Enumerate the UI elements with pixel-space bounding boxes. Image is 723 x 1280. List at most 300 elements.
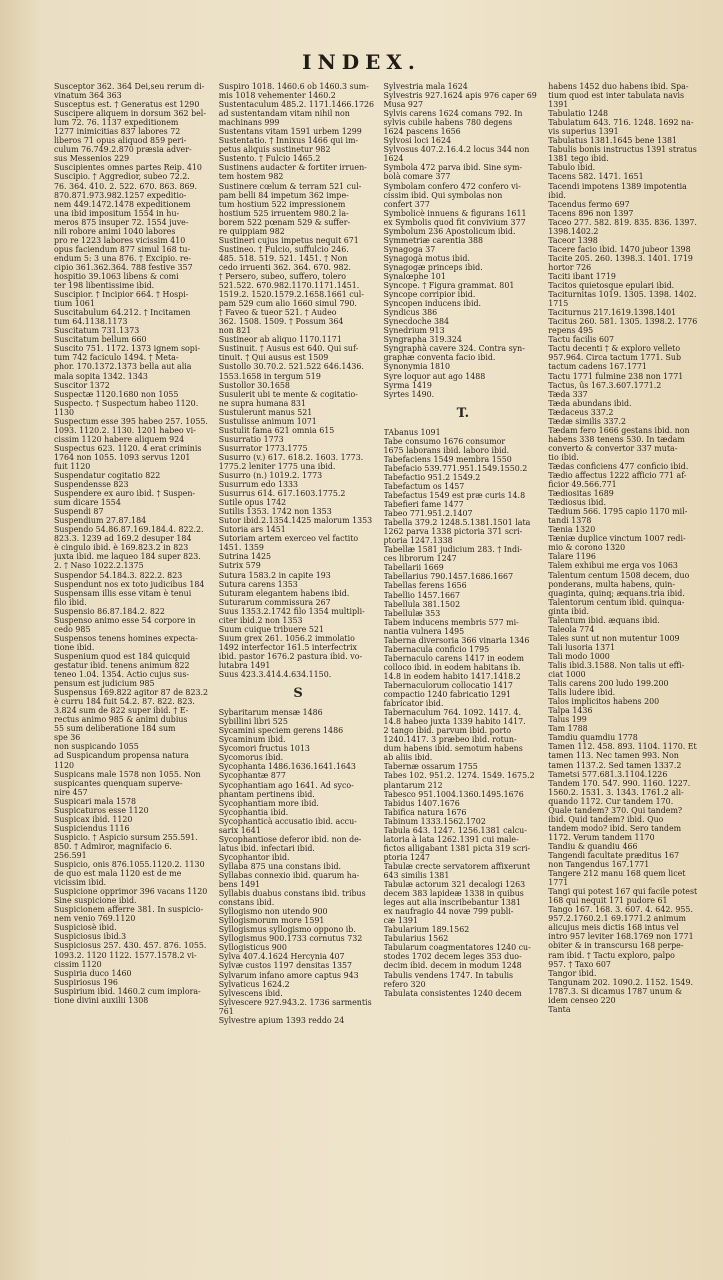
index-entry: cissim ibid. Qui symbolas non bbox=[383, 190, 503, 200]
index-entry: Tangi qui potest 167 qui facile potest bbox=[548, 887, 698, 897]
index-entry: de quo est mala 1120 est de me bbox=[54, 869, 182, 879]
index-entry: Sylvis carens 1624 comans 792. In bbox=[383, 109, 523, 119]
index-entry: Syllogismus 900.1733 cornutus 732 bbox=[218, 934, 363, 944]
index-entry: Tacitus 260. 581. 1305. 1398.2. 1776 bbox=[548, 317, 698, 327]
index-entry: 1624 pascens 1656 bbox=[383, 127, 461, 137]
index-entry: converto & convertor 337 muta- bbox=[548, 443, 678, 453]
index-entry: habens 338 tenens 530. In tædam bbox=[548, 434, 685, 444]
index-entry: Quale tandem? 370. Qui tandem? bbox=[548, 805, 683, 815]
index-entry: Tabefactus 1549 est præ curis 14.8 bbox=[383, 491, 526, 501]
index-entry: Susulerit ubi te mente & cogitatio- bbox=[218, 389, 358, 399]
index-entry: pam 529 cum alio 1660 simul 790. bbox=[218, 299, 357, 309]
index-entry: latus ibid. infectari ibid. bbox=[218, 843, 315, 853]
index-entry: Sycophanta 1486.1636.1641.1643 bbox=[218, 762, 356, 772]
index-entry: Suspensam illis esse vitam è tenui bbox=[54, 588, 192, 598]
index-entry: Symmetriæ carentia 388 bbox=[383, 235, 484, 245]
index-entry: Tactu 1771 fulmine 238 non 1771 bbox=[548, 371, 684, 381]
index-entry: Suspiciosus 257. 430. 457. 876. 1055. bbox=[54, 941, 207, 951]
index-entry: 2. † Naso 1022.2.1375 bbox=[54, 561, 144, 571]
index-entry: Syllabas connexio ibid. quarum ha- bbox=[218, 870, 360, 880]
index-entry: filo ibid. bbox=[54, 597, 87, 607]
index-entry: Tabernæ ossarum 1755 bbox=[383, 762, 478, 772]
index-entry: Sustento. † Fulcio 1465.2 bbox=[218, 154, 321, 164]
index-entry: 1560.2. 1531. 3. 1343. 1761.2 ali- bbox=[548, 787, 684, 797]
index-entry: tandem modo? ibid. Sero tandem bbox=[548, 823, 682, 833]
index-entry: Suscipere aliquem in dorsum 362 bel- bbox=[54, 109, 206, 119]
index-entry: Talis ludere ibid. bbox=[548, 688, 616, 698]
index-entry: Suspectus 623. 1120. 4 erat criminis bbox=[54, 443, 202, 453]
index-entry: Symbolam confero 472 confero vi- bbox=[383, 181, 521, 191]
index-entry: Tabidus 1407.1676 bbox=[383, 798, 460, 808]
index-entry: 1172. Verum tandem 1170 bbox=[548, 832, 655, 842]
index-entry: cissim 1120 habere aliquem 924 bbox=[54, 434, 185, 444]
index-entry: Sustinens audacter & fortiter irruen- bbox=[218, 163, 367, 173]
index-entry: Sycophantia ibid. bbox=[218, 807, 289, 817]
index-entry: ptoria 1247 bbox=[383, 852, 431, 862]
index-entry: Suum cuique tribuere 521 bbox=[218, 624, 324, 634]
index-entry: Sutile opus 1742 bbox=[218, 498, 287, 508]
index-entry: borem 522 pœnam 529 & suffer- bbox=[218, 217, 351, 227]
index-column-2 bbox=[219, 82, 378, 1270]
index-entry: Taciturnitas 1019. 1305. 1398. 1402. bbox=[548, 290, 697, 300]
index-entry: 76. 364. 410. 2. 522. 670. 863. 869. bbox=[54, 181, 198, 191]
index-entry: lum 72. 76. 1137 expeditionem bbox=[54, 118, 179, 128]
index-entry: plantarum 212 bbox=[383, 780, 443, 790]
index-entry: ficior 49.566.771 bbox=[548, 480, 617, 490]
index-entry: Sustineor ab aliquo 1170.1171 bbox=[218, 335, 342, 345]
index-entry: Sylvescens ibid. bbox=[218, 988, 283, 998]
index-entry: phantam pertinens ibid. bbox=[218, 789, 315, 799]
index-entry: 870.871.973.982.1257 expeditio- bbox=[54, 190, 187, 200]
index-entry: quaginta, quinq; æquans.tria ibid. bbox=[548, 588, 685, 598]
index-entry: Tabefaciens 1549 membra 1550 bbox=[383, 454, 512, 464]
index-entry: Sylvosi loci 1624 bbox=[383, 136, 451, 146]
index-entry: dum habens ibid. semotum habens bbox=[383, 744, 523, 754]
index-entry: Talpa 1436 bbox=[548, 706, 593, 716]
index-entry: Suspirium ibid. 1460.2 cum implora- bbox=[54, 986, 201, 996]
index-entry: TAbanus 1091 bbox=[383, 427, 441, 437]
index-entry: ciat 1000 bbox=[548, 670, 586, 680]
index-entry: non Tangendus 167.1771 bbox=[548, 860, 650, 870]
index-entry: Sutoria ars 1451 bbox=[218, 525, 286, 535]
index-entry: Sutoriam artem exerceo vel factito bbox=[218, 534, 359, 544]
index-entry: Susurro (v.) 617. 618.2. 1603. 1773. bbox=[218, 452, 364, 462]
index-column-3 bbox=[384, 82, 543, 1270]
index-entry: Suspecto. † Suspectum habeo 1120. bbox=[54, 398, 199, 408]
index-entry: Suscito 751. 1172. 1373 ignem sopi- bbox=[54, 344, 201, 354]
index-entry: Talem exhibui me erga vos 1063 bbox=[548, 561, 678, 571]
index-entry: Tangere 212 manu 168 quem licet bbox=[548, 869, 686, 879]
index-entry: confert 377 bbox=[383, 199, 430, 209]
index-entry: Suspendium 27.87.184 bbox=[54, 516, 147, 526]
index-entry: Sustinuit. † Ausus est 640. Qui suf- bbox=[218, 344, 359, 354]
index-entry: Suspicio. † Aspicio sursum 255.591. bbox=[54, 832, 198, 842]
index-entry: ponderans, multa habens, quin- bbox=[548, 579, 676, 589]
index-entry: Tædiositas 1689 bbox=[548, 489, 614, 499]
index-entry: machinans 999 bbox=[218, 118, 280, 128]
index-entry: ram ibid. † Tactu exploro, palpo bbox=[548, 950, 675, 960]
index-entry: Suus 1353.2.1742 filo 1354 multipli- bbox=[218, 606, 365, 616]
index-entry: Sycomorus ibid. bbox=[218, 753, 284, 763]
index-entry: ibid. Quid tandem? ibid. Quo bbox=[548, 814, 664, 824]
index-entry: tium 1061 bbox=[54, 299, 95, 309]
index-entry: Suspensus 169.822 agitor 87 de 823.2 bbox=[54, 688, 209, 698]
index-entry: Suspensio 86.87.184.2. 822 bbox=[54, 606, 165, 616]
index-entry: Tactus, ûs 167.3.607.1771.2 bbox=[548, 380, 662, 390]
index-entry: Sybaritarum mensæ 1486 bbox=[218, 708, 323, 718]
index-entry: constans ibid. bbox=[218, 898, 275, 908]
index-entry: Tabellio 1457.1667 bbox=[383, 590, 461, 600]
index-entry: Tabernacula conficio 1795 bbox=[383, 644, 490, 654]
index-entry: Tales sunt ut non mutentur 1009 bbox=[548, 633, 680, 643]
index-entry: 1451. 1359 bbox=[218, 543, 264, 553]
index-entry: Tabernaculum 764. 1092. 1417. 4. bbox=[383, 708, 522, 718]
index-entry: Tabernaculorum collocatio 1417 bbox=[383, 681, 513, 690]
index-entry: Tæda 337 bbox=[548, 389, 588, 399]
index-column-1 bbox=[54, 82, 213, 1270]
index-entry: Sustollor 30.1658 bbox=[218, 380, 290, 390]
index-entry: 1771 bbox=[548, 878, 569, 888]
index-entry: graphæ conventa facio ibid. bbox=[383, 353, 496, 363]
index-entry: cedo 985 bbox=[54, 624, 91, 634]
index-entry: Syllogisticus 900 bbox=[218, 943, 287, 953]
index-entry: Tamen 112. 458. 893. 1104. 1170. Et bbox=[548, 742, 697, 752]
index-entry: 1553.1658 in tergum 519 bbox=[218, 371, 321, 381]
index-entry: Susceptor 362. 364 Dei,seu rerum di- bbox=[54, 82, 205, 91]
index-entry: refero 320 bbox=[383, 979, 426, 989]
index-entry: Tabella 379.2 1248.5.1381.1501 lata bbox=[383, 518, 531, 528]
index-entry: Suspicione opprimor 396 vacans 1120 bbox=[54, 887, 208, 897]
index-entry: Tacendus fermo 697 bbox=[548, 199, 630, 209]
index-entry: tem hostem 982 bbox=[218, 172, 284, 182]
index-entry: Tabellulæ 353 bbox=[383, 608, 441, 618]
index-entry: Tacendi impotens 1389 impotentia bbox=[548, 181, 687, 191]
index-entry: 1120 bbox=[54, 760, 75, 770]
index-entry: Susurro (n.) 1019.2. 1773 bbox=[218, 471, 323, 481]
index-entry: vinatum 364 363 bbox=[54, 91, 122, 101]
index-entry: Syngrapha 319.324 bbox=[383, 335, 462, 345]
index-entry: Tandem 170. 547. 990. 1160. 1227. bbox=[548, 778, 691, 788]
index-entry: 1492 interfector 161.5 interfectrix bbox=[218, 642, 358, 652]
index-entry: pensum est judicium 985 bbox=[54, 679, 155, 689]
index-entry: 957. † Taxo 607 bbox=[548, 959, 611, 969]
index-entry: Sutor ibid.2.1354.1425 malorum 1353 bbox=[218, 516, 373, 526]
index-entry: 1787.3. Si dicamus 1787 unum & bbox=[548, 986, 682, 996]
section-letter: S bbox=[293, 686, 303, 702]
index-entry: Sustollo 30.70.2. 521.522 646.1436. bbox=[218, 362, 364, 372]
index-entry: Tabesco 951.1004.1360.1495.1676 bbox=[383, 789, 524, 799]
index-entry: Suscitatum 731.1373 bbox=[54, 326, 140, 336]
index-entry: Synagogà motus ibid. bbox=[383, 253, 470, 263]
index-entry: hortor 726 bbox=[548, 262, 592, 272]
index-entry: ab aliis ibid. bbox=[383, 753, 433, 763]
index-entry: Tactu facilis 607 bbox=[548, 335, 615, 345]
index-entry: non suspicando 1055 bbox=[54, 742, 139, 752]
index-entry: Suscipio. † Aggredior, subeo 72.2. bbox=[54, 172, 190, 182]
index-entry: Taceor 1398 bbox=[548, 235, 598, 245]
index-entry: Sustineo. † Fulcio, suffulcio 246. bbox=[218, 244, 349, 254]
index-entry: Synecdoche 384 bbox=[383, 317, 450, 327]
index-entry: Tamdiu quamdiu 1778 bbox=[548, 733, 638, 743]
index-entry: Sylva 407.4.1624 Hercynia 407 bbox=[218, 952, 345, 962]
index-entry: tio ibid. bbox=[548, 452, 579, 462]
index-entry: una ibid impositum 1554 in hu- bbox=[54, 208, 180, 218]
index-entry: Synagoga 37 bbox=[383, 244, 436, 254]
index-entry: Syllogismo non utendo 900 bbox=[218, 907, 328, 917]
index-entry: Suus 423.3.414.4.634.1150. bbox=[218, 670, 332, 680]
index-entry: cedo irruenti 362. 364. 670. 982. bbox=[218, 262, 352, 272]
index-entry: Sycaminum ibid. bbox=[218, 735, 286, 745]
index-entry: Talentum centum 1508 decem, duo bbox=[548, 570, 690, 580]
index-entry: ptoria 1247.1338 bbox=[383, 536, 453, 546]
index-entry: Tabulata consistentes 1240 decem bbox=[383, 988, 522, 998]
index-entry: Tabifica natura 1676 bbox=[383, 807, 467, 817]
index-entry: Taciti ibant 1719 bbox=[548, 271, 616, 281]
index-entry: Tabulæ actorum 321 decalogi 1263 bbox=[383, 880, 526, 890]
index-entry: Sustulerunt manus 521 bbox=[218, 407, 313, 417]
index-entry: ad sustentandam vitam nihil non bbox=[218, 109, 350, 119]
index-entry: Talus 199 bbox=[548, 715, 587, 725]
index-entry: 256.591 bbox=[54, 850, 87, 860]
index-entry: Syllogismorum more 1591 bbox=[218, 916, 325, 926]
index-entry: Suspicari mala 1578 bbox=[54, 796, 137, 806]
index-entry: Sylvestris 927.1624 apis 976 caper 69 bbox=[383, 91, 537, 101]
index-entry: 1764 non 1055. 1093 servus 1201 bbox=[54, 452, 191, 462]
index-entry: Synonymia 1810 bbox=[383, 362, 451, 372]
index-entry: ginta ibid. bbox=[548, 606, 589, 616]
index-entry: Tabula 643. 1247. 1256.1381 calcu- bbox=[383, 825, 527, 835]
index-entry: Suspiria duco 1460 bbox=[54, 968, 132, 978]
index-entry: hostium 525 irruentem 980.2 la- bbox=[218, 208, 349, 218]
index-entry: culum 76.749.2.870 præsia adver- bbox=[54, 145, 192, 155]
index-entry: quando 1172. Cur tandem 170. bbox=[548, 796, 674, 806]
index-entry: Tango 167. 168. 3. 607. 4. 642. 955. bbox=[548, 905, 693, 915]
index-entry: Sutura carens 1353 bbox=[218, 579, 298, 589]
index-entry: Tabulis bonis instructus 1391 stratus bbox=[548, 145, 697, 155]
index-entry: 1775.2 leniter 1775 una ibid. bbox=[218, 461, 336, 471]
index-entry: Suspendere ex auro ibid. † Suspen- bbox=[54, 489, 196, 499]
index-entry: Sylvestre apium 1393 reddo 24 bbox=[218, 1015, 345, 1025]
index-entry: Tacitos quietosque epulari ibid. bbox=[548, 281, 675, 291]
index-entry: Tam 1788 bbox=[548, 724, 588, 734]
index-entry: Tacens 896 non 1397 bbox=[548, 208, 634, 218]
index-entry: Suspiciendus 1116 bbox=[54, 823, 130, 833]
index-entry: Talentorum centum ibid. quinqua- bbox=[548, 597, 685, 607]
index-entry: Tædæ similis 337.2 bbox=[548, 416, 627, 426]
index-entry: vicissim ibid. bbox=[54, 878, 107, 888]
index-entry: Suspectum esse 395 habeo 257. 1055. bbox=[54, 416, 208, 426]
index-entry: nire 457 bbox=[54, 787, 88, 797]
index-entry: obiter & in transcursu 168 perpe- bbox=[548, 941, 684, 951]
index-entry: Sutilis 1353. 1742 non 1353 bbox=[218, 507, 332, 517]
index-entry: 761 bbox=[218, 1006, 234, 1016]
index-entry: Tabulatus 1381.1645 bene 1381 bbox=[548, 136, 678, 146]
index-entry: Tædium 566. 1795 capio 1170 mil- bbox=[548, 507, 688, 517]
index-entry: Suspendo 54.86.87.169.184.4. 822.2. bbox=[54, 525, 204, 535]
index-entry: Sustentaculum 485.2. 1171.1466.1726 bbox=[218, 100, 375, 110]
index-entry: Susurrator 1773.1775 bbox=[218, 443, 308, 453]
index-entry: Suspiciosus ibid.3 bbox=[54, 932, 127, 942]
index-entry: Tænia 1320 bbox=[548, 525, 596, 535]
index-entry: Suspectæ 1120.1680 non 1055 bbox=[54, 389, 179, 399]
index-entry: Tali lusoria 1371 bbox=[548, 642, 616, 652]
index-entry: 14.8 habeo juxta 1339 habito 1417. bbox=[383, 717, 526, 727]
index-entry: tactum cadens 167.1771 bbox=[548, 362, 647, 372]
index-entry: lutabra 1491 bbox=[218, 661, 271, 670]
index-entry: 3.824 sum de 822 super ibid. † E- bbox=[54, 706, 189, 716]
index-entry: 957.964. Circa tactum 1771. Sub bbox=[548, 353, 682, 363]
index-entry: petus aliquis sustinetur 982 bbox=[218, 145, 331, 155]
index-entry: vis superius 1391 bbox=[548, 127, 619, 137]
index-entry: liberos 71 opus aliquod 859 peri- bbox=[54, 136, 187, 146]
index-entry: Sustinere cœlum & terram 521 cul- bbox=[218, 181, 362, 191]
index-entry: Sycophantæ 877 bbox=[218, 771, 286, 781]
index-columns bbox=[54, 82, 707, 1270]
index-entry: Sycophantiose deferor ibid. non de- bbox=[218, 834, 362, 844]
index-entry: 1130 bbox=[54, 407, 75, 417]
index-entry: Talos implicitos habens 200 bbox=[548, 697, 660, 707]
index-entry: ex Symbolis quod fit convivium 377 bbox=[383, 217, 526, 227]
index-entry: Suspicaturos esse 1120 bbox=[54, 805, 149, 815]
index-entry: Susurratio 1773 bbox=[218, 434, 284, 444]
index-entry: Tangunam 202. 1090.2. 1152. 1549. bbox=[548, 977, 693, 987]
index-entry: phor. 170.1372.1373 bella aut alia bbox=[54, 362, 192, 372]
index-entry: Suspendatur cogitatio 822 bbox=[54, 471, 161, 481]
index-entry: Taciturnus 217.1619.1398.1401 bbox=[548, 308, 677, 318]
index-entry: Tabularius 1562 bbox=[383, 934, 449, 944]
index-entry: 485. 518. 519. 521. 1451. † Non bbox=[218, 253, 348, 263]
index-entry: opus faciendum 877 simul 168 tu- bbox=[54, 244, 191, 254]
index-entry: Sylvæ custos 1197 densitas 1357 bbox=[218, 961, 353, 971]
index-entry: Tæda abundans ibid. bbox=[548, 398, 632, 408]
index-entry: ne supra humana 831 bbox=[218, 398, 306, 408]
index-entry: Taberna diversoria 366 vinaria 1346 bbox=[383, 635, 530, 645]
index-entry: 1391 bbox=[548, 100, 569, 110]
index-entry: Susurrus 614. 617.1603.1775.2 bbox=[218, 489, 346, 499]
index-entry: compactio 1240 fabricatio 1291 bbox=[383, 690, 511, 700]
index-entry: 2 tango ibid. parvum ibid. porto bbox=[383, 726, 512, 736]
index-entry: citer ibid.2 non 1353 bbox=[218, 615, 303, 625]
index-entry: spe 36 bbox=[54, 733, 81, 743]
index-entry: decim ibid. decem in modum 1248 bbox=[383, 961, 522, 971]
index-entry: Suscitatum bellum 660 bbox=[54, 335, 147, 345]
index-entry: Tangor ibid. bbox=[548, 968, 597, 978]
index-entry: mis 1018 vehementer 1460.2 bbox=[218, 91, 336, 101]
index-entry: Suscitabulum 64.212. † Incitamen bbox=[54, 308, 191, 318]
index-entry: Tabefieri fame 1477 bbox=[383, 500, 464, 510]
index-entry: Sutura 1583.2 in capite 193 bbox=[218, 570, 331, 580]
index-entry: Taleola 774 bbox=[548, 624, 595, 634]
index-entry: cipio 361.362.364. 788 festive 357 bbox=[54, 262, 193, 272]
index-entry: Tabem inducens membris 577 mi- bbox=[383, 617, 519, 627]
index-entry: 1240.1417. 3 præbeo ibid. rotun- bbox=[383, 735, 517, 745]
index-entry: 850. † Admiror, magnifacio 6. bbox=[54, 841, 172, 851]
index-entry: Sutrix 579 bbox=[218, 561, 261, 571]
index-entry: fictos alligabant 1381 picta 319 scri- bbox=[383, 843, 531, 853]
index-entry: Suscipior. † Incipior 664. † Hospi- bbox=[54, 290, 189, 300]
index-entry: gestatur ibid. tenens animum 822 bbox=[54, 661, 190, 670]
index-entry: Sycomori fructus 1013 bbox=[218, 744, 310, 754]
index-entry: Synagogæ princeps ibid. bbox=[383, 262, 483, 272]
index-entry: Sustulisse animum 1071 bbox=[218, 416, 317, 426]
index-entry: Tametsi 577.681.3.1104.1226 bbox=[548, 769, 668, 779]
index-entry: è cingulo ibid. è 169.823.2 in 823 bbox=[54, 543, 189, 553]
index-entry: Sustentatio. † Innixus 1466 qui im- bbox=[218, 136, 359, 146]
index-entry: Tædiosus ibid. bbox=[548, 498, 606, 508]
index-entry: è curru 184 fuit 54.2. 87. 822. 823. bbox=[54, 697, 195, 707]
index-entry: Sycophantiam ago 1641. Ad syco- bbox=[218, 780, 354, 790]
index-entry: cissim 1120 bbox=[54, 959, 102, 969]
index-entry: Susurrum edo 1333 bbox=[218, 480, 299, 490]
index-entry: Tabularium 189.1562 bbox=[383, 925, 470, 935]
index-entry: Sylvosus 407.2.16.4.2 locus 344 non bbox=[383, 145, 530, 155]
index-entry: leges aut alia inscribebantur 1381 bbox=[383, 898, 521, 908]
index-entry: teneo 1.04. 1354. Actio cujus sus- bbox=[54, 670, 190, 680]
index-entry: Tædas conficiens 477 conficio ibid. bbox=[548, 461, 689, 471]
index-entry: 55 sum deliberatione 184 sum bbox=[54, 724, 176, 734]
section-letter: T. bbox=[456, 405, 470, 421]
index-entry: Tabes 102. 951.2. 1274. 1549. 1675.2 bbox=[383, 771, 535, 781]
index-entry: Syrtes 1490. bbox=[383, 389, 435, 399]
index-entry: Syllabis duabus constans ibid. tribus bbox=[218, 889, 366, 899]
index-entry: mio & corono 1320 bbox=[548, 543, 626, 553]
index-entry: Tabulo ibid. bbox=[548, 163, 596, 173]
index-entry: Syncope corripior ibid. bbox=[383, 290, 476, 300]
index-entry: endum 5: 3 una 876. † Excipio. re- bbox=[54, 253, 191, 263]
index-entry: Suspicio, onis 876.1055.1120.2. 1130 bbox=[54, 860, 205, 870]
index-entry: Symbola 472 parva ibid. Sine sym- bbox=[383, 163, 523, 173]
index-entry: Sustineri cujus impetus nequit 671 bbox=[218, 235, 359, 245]
index-entry: tione ibid. bbox=[54, 642, 95, 652]
index-entry: ter 198 libentissime ibid. bbox=[54, 281, 155, 291]
index-entry: 1262 parva 1338 pictoria 371 scri- bbox=[383, 527, 523, 537]
index-entry: Suspenium quod est 184 quicquid bbox=[54, 651, 191, 661]
index-entry: 1519.2. 1520.1579.2.1658.1661 cul- bbox=[218, 290, 364, 300]
index-entry: 957.2.1760.2.1 69.1771.2 animum bbox=[548, 914, 687, 924]
index-entry: Suspicionem afferre 381. In suspicio- bbox=[54, 905, 204, 915]
index-entry: tum hostium 522 impressionem bbox=[218, 199, 346, 209]
index-entry: Sylvestria mala 1624 bbox=[383, 82, 468, 91]
index-entry: sylvis cubile habens 780 degens bbox=[383, 118, 513, 128]
index-entry: juxta ibid. me laqueo 184 super 823. bbox=[54, 552, 201, 562]
index-entry: tinuit. † Qui ausus est 1509 bbox=[218, 353, 329, 363]
index-entry: Syndicus 386 bbox=[383, 308, 438, 318]
index-entry: Symbolicè innuens & figurans 1611 bbox=[383, 208, 527, 218]
index-entry: tandi 1378 bbox=[548, 516, 592, 526]
index-entry: sus Messenios 229 bbox=[54, 154, 130, 164]
index-entry: Tabulæ crecte servatorem affixerunt bbox=[383, 861, 531, 871]
index-entry: Tacens 582. 1471. 1651 bbox=[548, 172, 644, 182]
index-entry: tione divini auxilii 1308 bbox=[54, 995, 149, 1005]
index-entry: Syllaba 875 una constans ibid. bbox=[218, 861, 342, 871]
index-entry: Tabulatio 1248 bbox=[548, 109, 608, 119]
index-entry: 1398.1402.2 bbox=[548, 226, 599, 236]
index-entry: Suspicax ibid. 1120 bbox=[54, 814, 133, 824]
index-entry: Syngraphà cavere 324. Contra syn- bbox=[383, 344, 525, 354]
index-entry: repens 495 bbox=[548, 326, 594, 336]
index-entry: 1093. 1120.2. 1130. 1201 habeo vi- bbox=[54, 425, 196, 435]
index-entry: tamen 1137.2. Sed tamen 1337.2 bbox=[548, 760, 682, 770]
index-entry: 1624 bbox=[383, 154, 404, 164]
index-entry: suspicantes quenquam superve- bbox=[54, 778, 183, 788]
index-entry: 643 similis 1381 bbox=[383, 870, 450, 880]
index-entry: Syllogismus syllogismo oppono ib. bbox=[218, 925, 356, 935]
index-entry: 1715 bbox=[548, 299, 569, 309]
index-entry: Tædaceus 337.2 bbox=[548, 407, 614, 417]
index-entry: ex naufragio 44 novæ 799 publi- bbox=[383, 907, 514, 917]
index-entry: stodes 1702 decem leges 353 duo- bbox=[383, 952, 522, 962]
index-entry: 168 qui nequit 171 pudore 61 bbox=[548, 896, 668, 906]
